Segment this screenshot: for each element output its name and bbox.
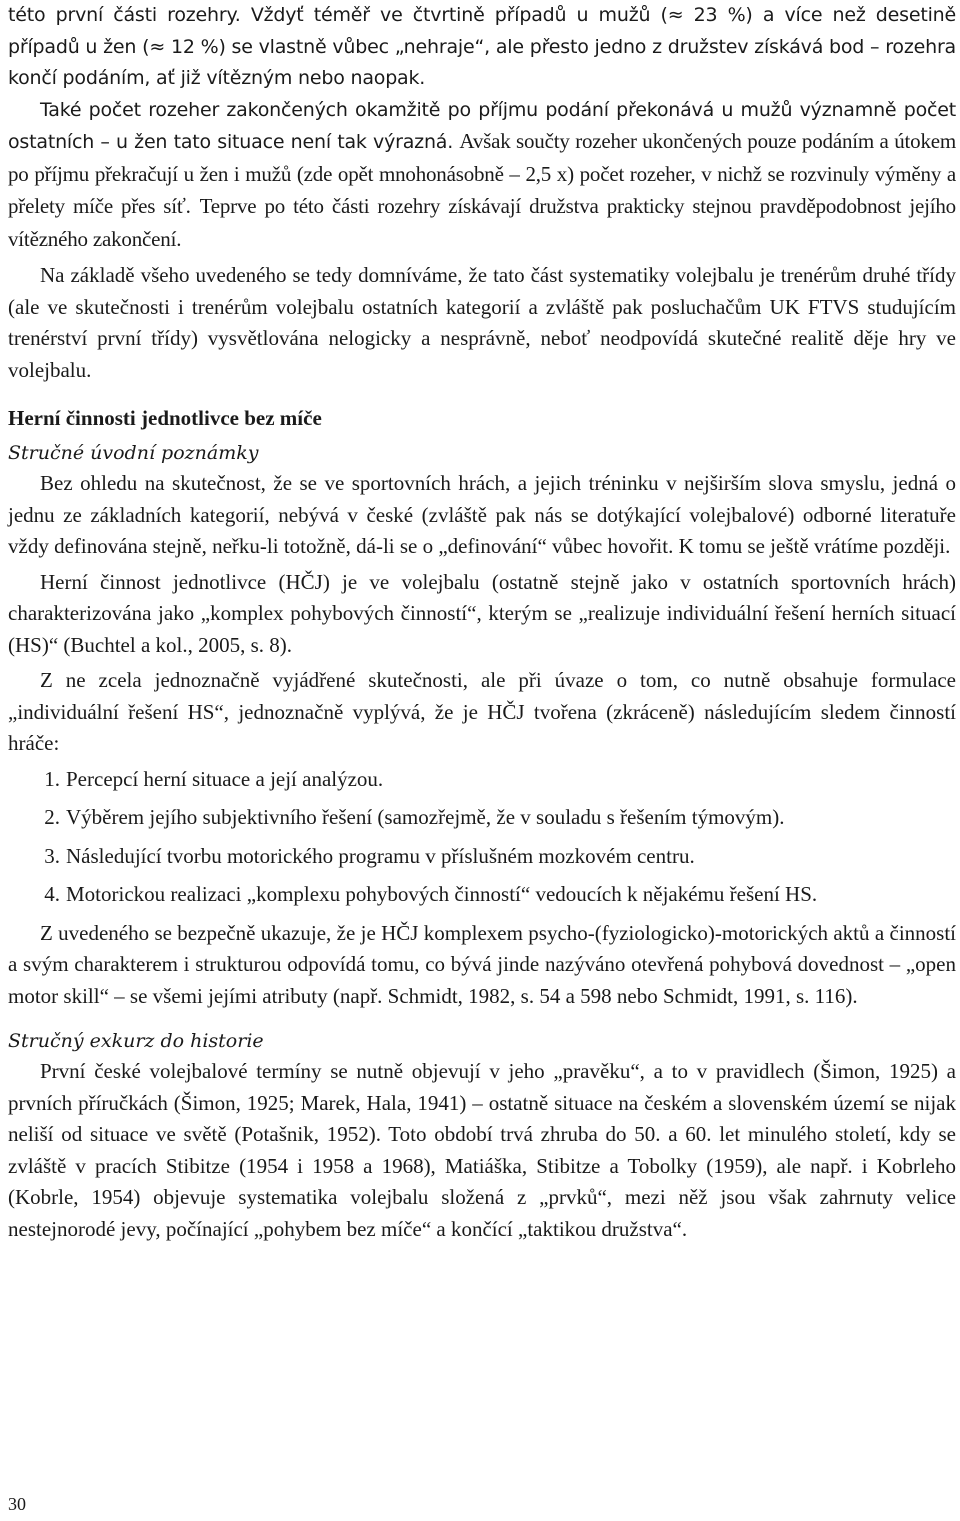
list-item [8,802,956,834]
paragraph-history: První české volejbalové termíny se nutně objevují v jeho „pravěku“, a to v pravidlech (Šimon, 1925) a prvních příručkách (Šimon, 1925; Marek, Hala, 1941) – ostatně situace na českém a slovenském území se nijak neliší od situace ve světě (Potašnik, 1952). Toto období trvá zhruba do 50. a 60. let minulého století, kdy se zvláště v pracích Stibitze (1954 i 1958 a 1968), Matiáška, Stibitze a Tobolky (1959), ale např. i Kobrleho (Kobrle, 1954) objevuje systematika volejbalu složená z „prvků“, mezi něž jsou však zahrnuty velice nestejnorodé jevy, počínající „pohybem bez míče“ a končící „taktikou družstva“. [8,1059,956,1241]
paragraph-intro-continued: této první části rozehry. Vždyť téměř ve čtvrtině případů u mužů (≈ 23 %) a více než desetině případů u žen (≈ 12 %) se vlastně vůbec „nehraje“, ale přesto jedno z družstev získává bod – rozehra končí podáním, ať již vítězným nebo naopak. [8,4,956,89]
list-item [8,764,956,796]
list-item-number: 1. [44,766,60,791]
list-item-text: Motorickou realizaci „komplexu pohybových činností“ vedoucích k nějakému řešení HS. [66,882,818,906]
paragraph-hcj-sequence: Z ne zcela jednoznačně vyjádřené skutečnosti, ale při úvaze o tom, co nutně obsahuje formulace „individuální řešení HS“, jednoznačně vyplývá, že je HČJ tvořena (zkráceně) následujícím sledem činností hráče: [8,668,956,755]
activity-sequence-list [8,764,956,911]
subheading-intro-notes: Stručné úvodní poznámky [8,442,259,464]
list-item-number: 3. [44,843,60,868]
document-page [8,0,956,1245]
paragraph-definition-issue: Bez ohledu na skutečnost, že se ve sportovních hrách, a jejich tréninku v nejširším slova smyslu, jedná o jednu ze základních kategorií, nebývá v české (zvláště pak nás se dotýkající volejbalové) odborné literatuře vždy definována stejně, neřku-li totožně, dá-li se o „definování“ vůbec hovořit. K tomu se ještě vrátíme později. [8,471,956,558]
paragraph-hcj-definition: Herní činnost jednotlivce (HČJ) je ve volejbalu (ostatně stejně jako v ostatních sportovních hrách) charakterizována jako „komplex pohybových činností“, kterým se „realizuje individuální řešení herních situací (HS)“ (Buchtel a kol., 2005, s. 8). [8,569,956,657]
paragraph-rally-statistics-part3: Teprve po této části rozehry získávají družstva prakticky stejnou pravděpodobnost jejího vítězného zakončení. [8,194,956,251]
paragraph-open-motor-skill: Z uvedeného se bezpečně ukazuje, že je HČJ komplexem psycho-(fyziologicko)-motorických aktů a činností a svým charakterem i strukturou odpovídá tomu, co bývá jinde nazýváno otevřená pohybová dovednost – „open motor skill“ – se všemi jejími atributy (např. Schmidt, 1982, s. 54 a 598 nebo Schmidt, 1991, s. 116). [8,920,956,1008]
list-item-text: Výběrem jejího subjektivního řešení (samozřejmě, že v souladu s řešením týmovým). [66,805,785,829]
paragraph-rally-statistics-part1: Také počet rozeher zakončených okamžitě po příjmu podání překonává u mužů významně počet ostatních – u žen tato situace není tak výrazná. [8,98,956,153]
list-item-text: Percepcí herní situace a její analýzou. [66,766,384,791]
list-item-text: Následující tvorbu motorického programu v příslušném mozkovém centru. [66,843,695,868]
list-item-number: 2. [44,805,60,829]
page-number: 30 [8,1494,26,1514]
section-title: Herní činnosti jednotlivce bez míče [8,406,322,430]
paragraph-rally-statistics-part2: Avšak součty rozeher ukončených pouze podáním a útokem po příjmu překračují u žen i mužů (zde opět mnohonásobně – 2,5 x) počet rozeher, v nichž se rozvinuly výměny a přelety míče přes síť. [8,129,956,218]
list-item [8,841,956,873]
paragraph-rally-statistics [8,95,956,257]
list-item-number: 4. [44,882,60,906]
paragraph-conclusion: Na základě všeho uvedeného se tedy domníváme, že tato část systematiky volejbalu je trenérům druhé třídy (ale ve skutečnosti i trenérům volejbalu ostatních kategorií a zvláště pak posluchačům UK FTVS studujícím trenérství první třídy) vysvětlována nelogicky a nesprávně, neboť neodpovídá skutečné realitě děje hry ve volejbalu. [8,263,956,382]
subheading-history: Stručný exkurz do historie [8,1030,264,1052]
list-item [8,879,956,911]
